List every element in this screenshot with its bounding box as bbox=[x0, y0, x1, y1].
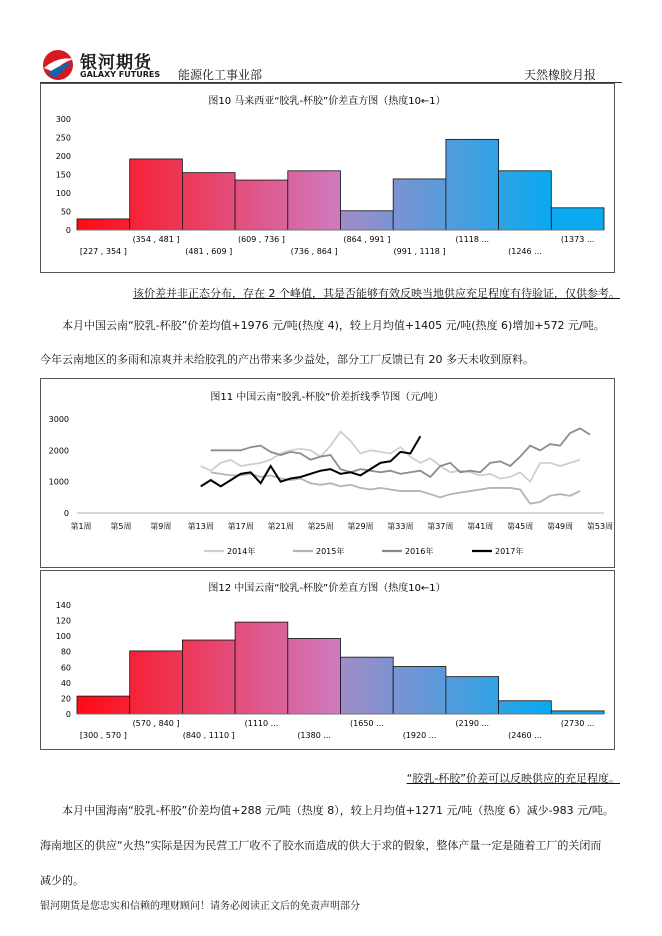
paragraph-yunnan-2: 今年云南地区的多雨和凉爽并未给胶乳的产出带来多少益处，部分工厂反馈已有 20 多天未收到原料。 bbox=[40, 353, 534, 366]
y-tick-label: 50 bbox=[60, 207, 71, 217]
x-tick-label: 第41周 bbox=[467, 522, 494, 531]
logo-text-en: GALAXY FUTURES bbox=[80, 70, 161, 79]
y-tick-label: 80 bbox=[60, 647, 71, 657]
x-tick-label: (736 , 864 ] bbox=[290, 247, 338, 256]
paragraph-hainan-3: 减少的。 bbox=[40, 874, 84, 887]
x-tick-label: 第13周 bbox=[187, 522, 214, 531]
histogram-bar bbox=[182, 640, 235, 714]
x-tick-label: [300 , 570 ] bbox=[79, 731, 127, 740]
y-tick-label: 0 bbox=[63, 509, 69, 518]
fig12-frame bbox=[40, 570, 615, 750]
histogram-bar bbox=[393, 179, 446, 230]
histogram-bar bbox=[393, 667, 446, 714]
x-tick-label: 第29周 bbox=[347, 522, 374, 531]
paragraph-hainan-2: 海南地区的供应“火热”实际是因为民营工厂收不了胶水而造成的供大于求的假象，整体产量一定是随着工厂的关闭而 bbox=[40, 839, 602, 852]
x-tick-label: (864 , 991 ] bbox=[343, 235, 391, 244]
chart-title: 图12 中国云南“胶乳-杯胶”价差直方图（热度10←1） bbox=[208, 583, 446, 594]
histogram-bar bbox=[130, 159, 183, 230]
histogram-bar bbox=[341, 211, 394, 230]
histogram-bar bbox=[77, 219, 130, 230]
x-tick-label: (2460 ... bbox=[508, 731, 542, 740]
histogram-bar bbox=[235, 622, 288, 714]
histogram-bar bbox=[499, 701, 552, 714]
fig12-chart bbox=[41, 571, 614, 749]
paragraph-hainan-1: 本月中国海南“胶乳-杯胶”价差均值+288 元/吨（热度 8），较上月均值+1271 元/吨（热度 6）减少-983 元/吨。 bbox=[62, 804, 614, 817]
x-tick-label: 第5周 bbox=[110, 522, 132, 531]
histogram-bar bbox=[499, 171, 552, 230]
y-tick-label: 100 bbox=[55, 189, 71, 198]
report-title: 天然橡胶月报 bbox=[523, 68, 596, 82]
x-tick-label: 第17周 bbox=[227, 522, 254, 531]
y-tick-label: 150 bbox=[55, 170, 71, 180]
x-tick-label: (1380 ... bbox=[297, 731, 331, 740]
legend-label: 2017年 bbox=[495, 547, 524, 556]
logo-text-cn: 银河期货 bbox=[80, 53, 152, 73]
histogram-bar bbox=[235, 180, 288, 230]
x-tick-label: (1650 ... bbox=[350, 719, 384, 728]
histogram-bar bbox=[551, 711, 604, 714]
x-tick-label: (1246 ... bbox=[508, 247, 542, 256]
y-tick-label: 1000 bbox=[48, 477, 69, 487]
y-tick-label: 0 bbox=[65, 710, 71, 719]
x-tick-label: [227 , 354 ] bbox=[79, 247, 127, 256]
y-tick-label: 140 bbox=[55, 601, 71, 610]
histogram-bar bbox=[288, 638, 341, 714]
legend-label: 2014年 bbox=[227, 547, 256, 556]
histogram-bar bbox=[130, 651, 183, 714]
fig11-chart bbox=[41, 379, 614, 567]
x-tick-label: (481 , 609 ] bbox=[185, 247, 233, 256]
histogram-bar bbox=[341, 657, 394, 714]
x-tick-label: 第33周 bbox=[387, 522, 414, 531]
galaxy-logo-icon bbox=[40, 48, 76, 82]
fig11-frame bbox=[40, 378, 615, 568]
chart-title: 图10 马来西亚“胶乳-杯胶”价差直方图（热度10←1） bbox=[208, 96, 446, 107]
department-label: 能源化工事业部 bbox=[178, 68, 263, 82]
y-tick-label: 60 bbox=[60, 663, 71, 673]
histogram-bar bbox=[77, 696, 130, 714]
y-tick-label: 20 bbox=[60, 694, 71, 704]
x-tick-label: (2190 ... bbox=[455, 719, 490, 728]
histogram-bar bbox=[446, 139, 499, 230]
x-tick-label: (354 , 481 ] bbox=[132, 235, 180, 244]
legend-label: 2015年 bbox=[316, 547, 345, 556]
x-tick-label: 第25周 bbox=[307, 522, 334, 531]
histogram-bar bbox=[288, 171, 341, 230]
y-tick-label: 200 bbox=[55, 152, 71, 161]
x-tick-label: (1920 ... bbox=[402, 731, 437, 740]
x-tick-label: 第21周 bbox=[267, 522, 294, 531]
series-line-2014年 bbox=[201, 432, 580, 482]
x-tick-label: (1373 ... bbox=[560, 235, 595, 244]
x-tick-label: (840 , 1110 ] bbox=[182, 731, 235, 740]
x-tick-label: (609 , 736 ] bbox=[237, 235, 285, 244]
x-tick-label: (2730 ... bbox=[560, 719, 595, 728]
footer-disclaimer: 银河期货是您忠实和信赖的理财顾问！请务必阅读正文后的免责声明部分 bbox=[40, 901, 360, 912]
x-tick-label: 第45周 bbox=[507, 522, 534, 531]
histogram-bar bbox=[182, 173, 235, 230]
note-fig12: “胶乳-杯胶”价差可以反映供应的充足程度。 bbox=[406, 772, 620, 785]
x-tick-label: (1110 ... bbox=[244, 719, 279, 728]
x-tick-label: 第9周 bbox=[150, 522, 172, 531]
y-tick-label: 40 bbox=[60, 678, 71, 688]
x-tick-label: (570 , 840 ] bbox=[132, 719, 180, 728]
y-tick-label: 120 bbox=[55, 616, 71, 626]
y-tick-label: 2000 bbox=[48, 446, 69, 456]
fig10-frame bbox=[40, 83, 615, 273]
legend-label: 2016年 bbox=[405, 547, 434, 556]
histogram-bar bbox=[446, 677, 499, 714]
fig10-chart bbox=[41, 84, 614, 272]
y-tick-label: 250 bbox=[55, 133, 71, 143]
note-fig10: 该价差并非正态分布，存在 2 个峰值，其是否能够有效反映当地供应充足程度有待验证，仅供参考。 bbox=[133, 287, 620, 300]
y-tick-label: 300 bbox=[55, 115, 71, 124]
x-tick-label: 第37周 bbox=[427, 522, 454, 531]
x-tick-label: (991 , 1118 ] bbox=[393, 247, 446, 256]
x-tick-label: 第49周 bbox=[546, 522, 574, 531]
chart-title: 图11 中国云南“胶乳-杯胶”价差折线季节图（元/吨） bbox=[210, 392, 444, 403]
x-tick-label: 第53周 bbox=[586, 522, 614, 531]
y-tick-label: 3000 bbox=[48, 415, 69, 424]
x-tick-label: (1118 ... bbox=[455, 235, 490, 244]
y-tick-label: 100 bbox=[55, 632, 71, 642]
histogram-bar bbox=[551, 208, 604, 230]
x-tick-label: 第1周 bbox=[70, 522, 92, 531]
y-tick-label: 0 bbox=[65, 226, 71, 235]
paragraph-yunnan-1: 本月中国云南“胶乳-杯胶”价差均值+1976 元/吨(热度 4)，较上月均值+1405 元/吨(热度 6)增加+572 元/吨。 bbox=[62, 319, 605, 332]
